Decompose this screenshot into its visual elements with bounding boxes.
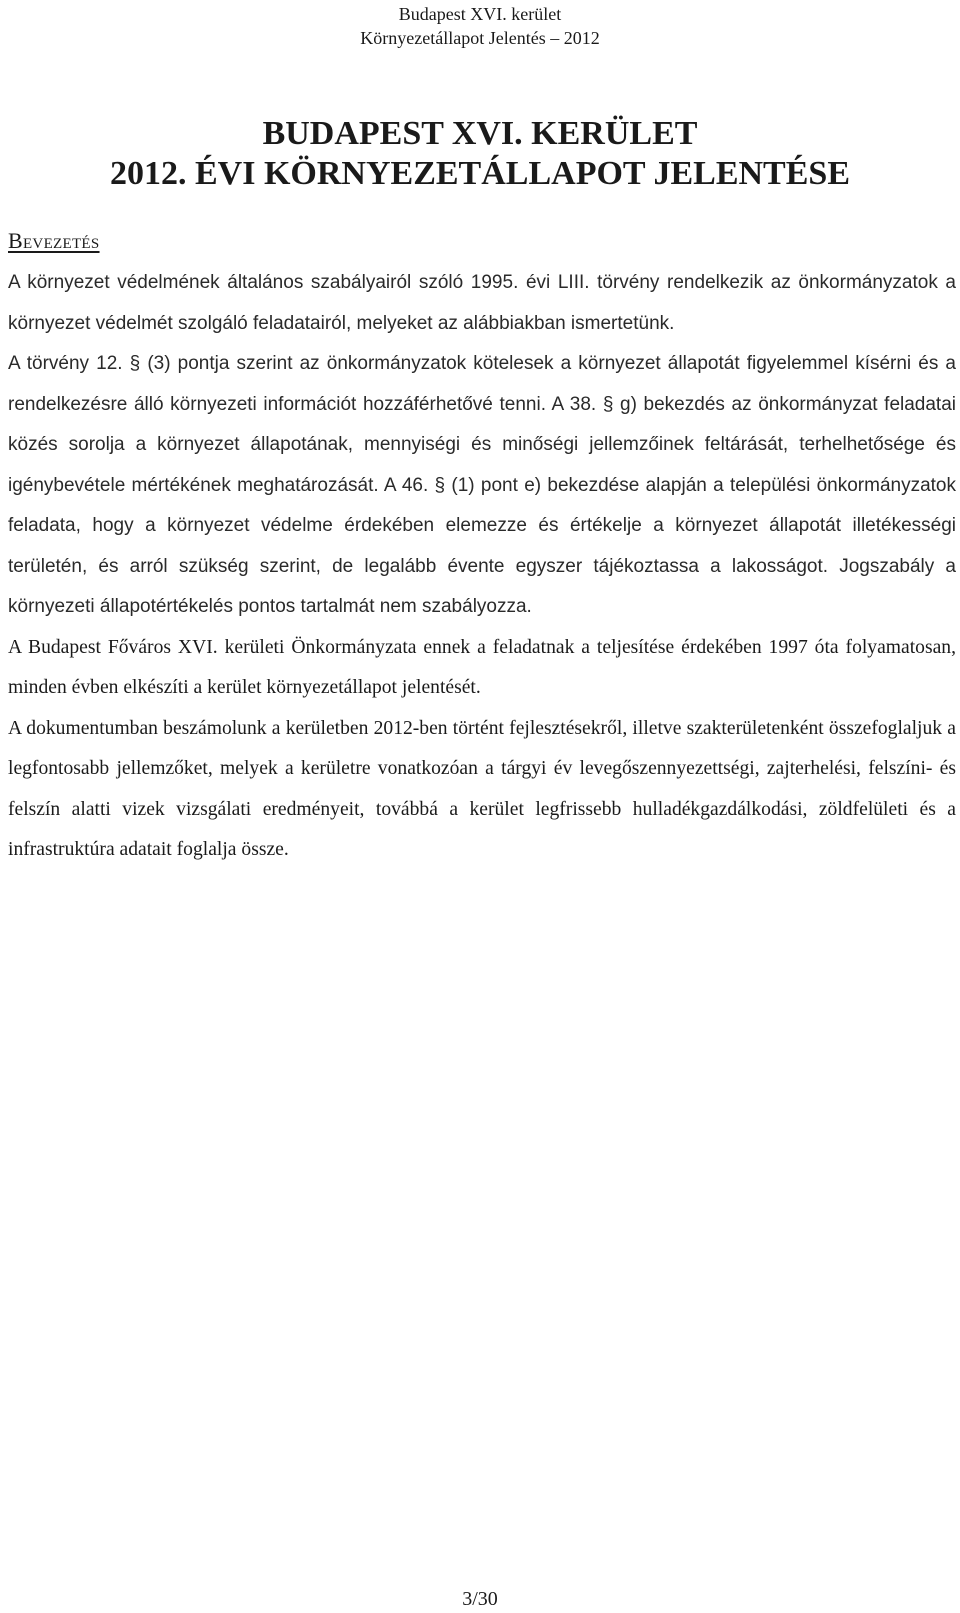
paragraph-law-intro: A környezet védelmének általános szabályairól szóló 1995. évi LIII. törvény rendelkezik az önkormányzatok a környezet védelmét szolgáló feladatairól, melyeket az alábbiakban ismertetünk. [8, 272, 956, 334]
title-line-district: BUDAPEST XVI. KERÜLET [262, 115, 698, 152]
title-line-report: 2012. ÉVI KÖRNYEZETÁLLAPOT JELENTÉSE [110, 155, 850, 192]
paragraph-document-scope: A dokumentumban beszámolunk a kerületben 2012-ben történt fejlesztésekről, illetve szakterületenként összefoglaljuk a legfontosabb jellemzőket, melyek a kerületre vonatkozóan a tárgyi év levegőszennyezettségi, zajterhelési, felszíni- és felszín alatti vizek vizsgálati eredményeit, továbbá a kerület legfrissebb hulladékgazdálkodási, zöldfelületi és a infrastruktúra adatait foglalja össze. [8, 717, 956, 860]
document-title [0, 114, 960, 194]
header-line-report: Környezetállapot Jelentés – 2012 [360, 28, 600, 48]
header-line-district: Budapest XVI. kerület [398, 4, 562, 24]
running-header [0, 2, 960, 50]
section-heading-introduction: Bevezetés [8, 228, 100, 253]
page-number: 3/30 [462, 1588, 498, 1610]
document-body [8, 263, 956, 871]
paragraph-municipality: A Budapest Főváros XVI. kerületi Önkormányzata ennek a feladatnak a teljesítése érdekében 1997 óta folyamatosan, minden évben elkészíti a kerület környezetállapot jelentését. [8, 636, 956, 698]
paragraph-law-sections: A törvény 12. § (3) pontja szerint az önkormányzatok kötelesek a környezet állapotát figyelemmel kísérni és a rendelkezésre álló környezeti információt hozzáférhetővé tenni. A 38. § g) bekezdés az önkormányzat feladatai közés sorolja a környezet állapotának, mennyiségi és minőségi jellemzőinek feltárását, terhelhetősége és igénybevétele mértékének meghatározását. A 46. § (1) pont e) bekezdése alapján a települési önkormányzatok feladata, hogy a környezet védelme érdekében elemezze és értékelje a környezet állapotát illetékességi területén, és arról szükség szerint, de legalább évente egyszer tájékoztassa a lakosságot. Jogszabály a környezeti állapotértékelés pontos tartalmát nem szabályozza. [8, 353, 956, 617]
